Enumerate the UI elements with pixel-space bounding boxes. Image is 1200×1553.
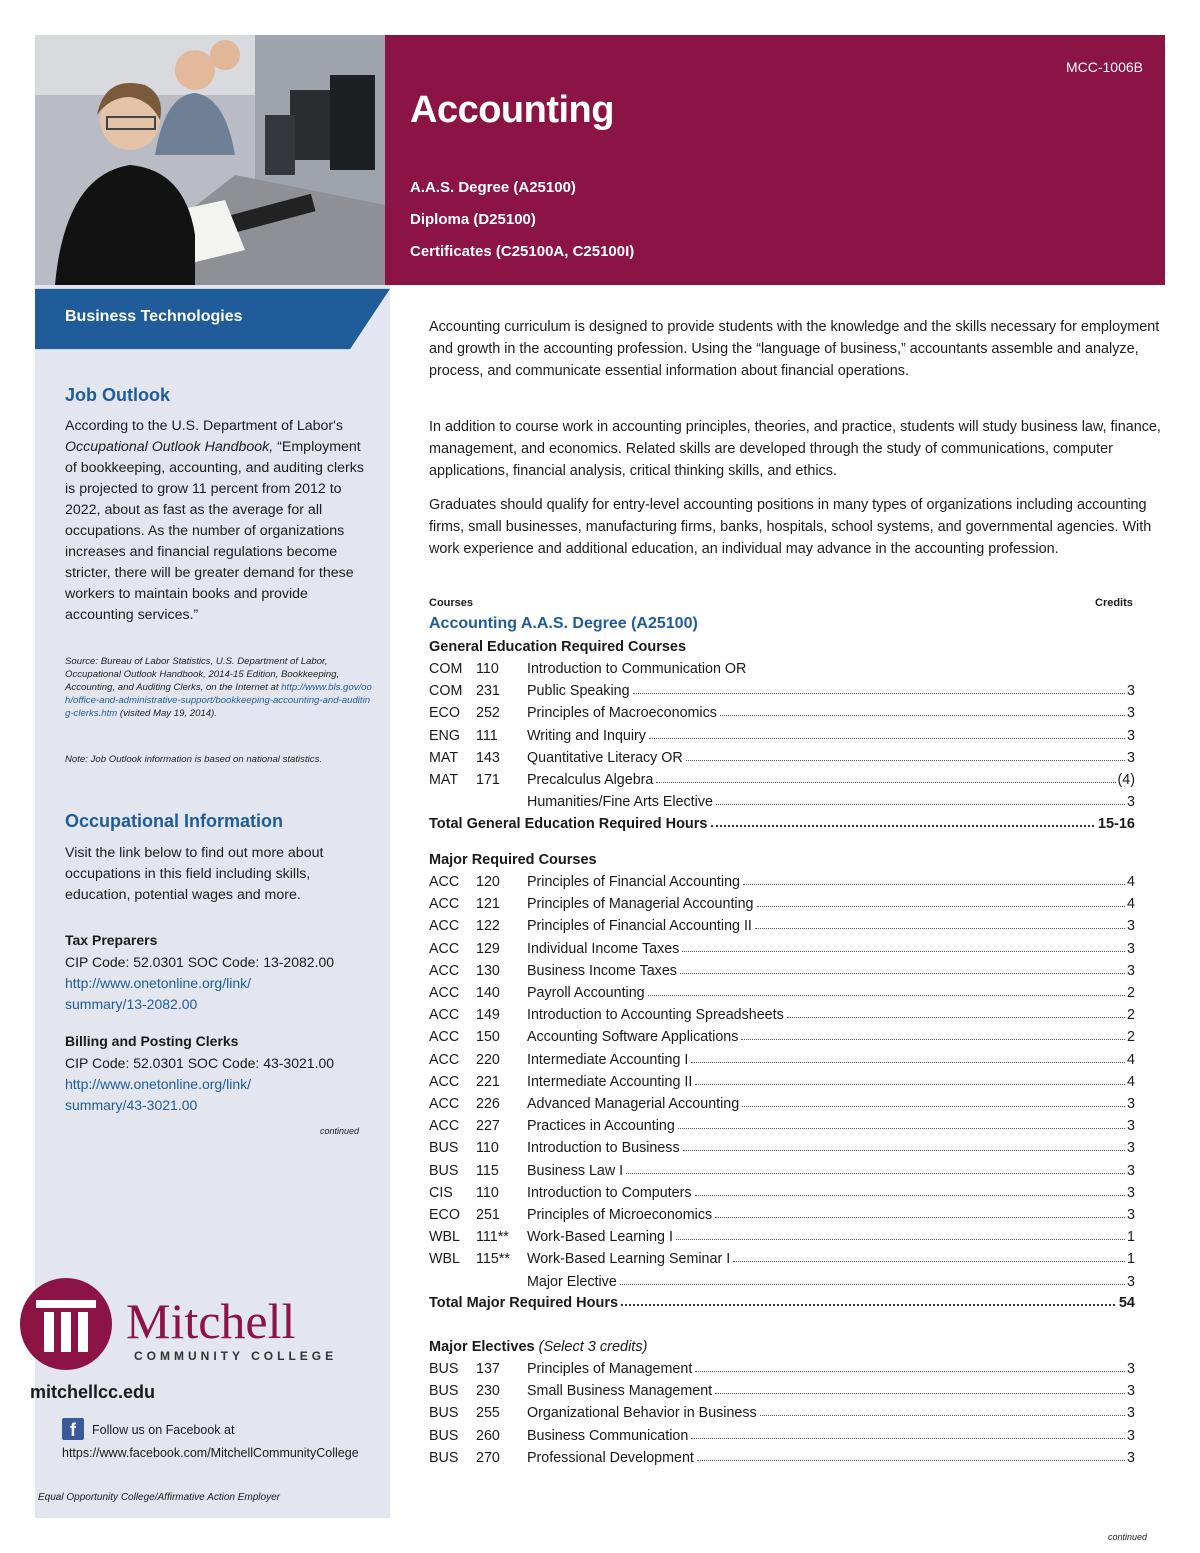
college-logo xyxy=(6,1272,351,1377)
course-prefix: BUS xyxy=(429,1449,459,1466)
course-prefix: ACC xyxy=(429,874,460,890)
job-outlook-intro: According to the U.S. Department of Labor's xyxy=(65,418,343,434)
course-prefix: COM xyxy=(429,661,463,677)
course-row xyxy=(429,1274,1135,1296)
course-row xyxy=(429,772,1135,794)
course-prefix: ECO xyxy=(429,705,460,722)
occupation-link[interactable]: http://www.onetonline.org/link/ xyxy=(65,1076,251,1092)
course-credits: 3 xyxy=(1127,1383,1135,1400)
course-title: Practices in Accounting xyxy=(527,1118,675,1135)
course-number: 110 xyxy=(476,1140,499,1157)
job-outlook-note: Note: Job Outlook information is based on national statistics. xyxy=(65,754,323,765)
course-title: Payroll Accounting xyxy=(527,985,645,1001)
course-title: Business Law I xyxy=(527,1162,624,1179)
course-number: 252 xyxy=(476,705,500,722)
course-credits: (4) xyxy=(1117,772,1135,788)
course-prefix: ACC xyxy=(429,1029,460,1046)
course-number: 120 xyxy=(476,874,500,890)
course-title: Introduction to Communication OR xyxy=(527,661,747,677)
course-credits: 3 xyxy=(1127,705,1135,722)
gen-ed-heading: General Education Required Courses xyxy=(429,639,687,655)
course-number: 171 xyxy=(476,772,500,788)
logo-wordmark: Mitchell xyxy=(126,1293,296,1349)
occupation-codes: CIP Code: 52.0301 SOC Code: 13-2082.00 xyxy=(65,954,335,970)
courses-header: Courses xyxy=(429,597,474,609)
course-title: Business Communication xyxy=(527,1427,689,1444)
course-title: Principles of Management xyxy=(527,1361,693,1377)
course-row xyxy=(429,918,1135,940)
occupation-codes: CIP Code: 52.0301 SOC Code: 43-3021.00 xyxy=(65,1055,335,1071)
course-title: Precalculus Algebra xyxy=(527,772,654,788)
course-credits: 4 xyxy=(1127,874,1135,890)
electives-title: Major Electives xyxy=(429,1339,535,1355)
course-prefix: ACC xyxy=(429,1096,460,1112)
course-prefix: ACC xyxy=(429,1073,460,1090)
course-row xyxy=(429,896,1135,918)
course-number: 122 xyxy=(476,918,500,935)
source-link[interactable]: http://www.bls.gov/ooh/office-and-administrative-support/bookkeeping-accounting-and-auditing-clerks.htm xyxy=(65,682,372,719)
course-number: 260 xyxy=(476,1427,500,1444)
course-credits: 3 xyxy=(1127,1449,1135,1466)
course-number: 111 xyxy=(476,727,498,744)
facebook-icon[interactable]: f xyxy=(62,1418,84,1440)
course-number: 227 xyxy=(476,1118,500,1135)
course-number: 255 xyxy=(476,1405,500,1422)
course-row xyxy=(429,985,1135,1007)
course-credits: 3 xyxy=(1127,1118,1135,1135)
handbook-title: Occupational Outlook Handbook, xyxy=(65,439,274,455)
course-number: 121 xyxy=(476,896,500,913)
document-id: MCC-1006B xyxy=(1065,59,1143,75)
course-credits: 1 xyxy=(1127,1251,1135,1268)
course-number: 150 xyxy=(476,1029,500,1046)
course-credits: 3 xyxy=(1127,1140,1135,1157)
course-credits: 3 xyxy=(1127,1273,1135,1290)
source-visited: (visited May 19, 2014). xyxy=(119,708,217,719)
course-number: 129 xyxy=(476,940,500,957)
course-prefix: ACC xyxy=(429,1007,460,1024)
course-prefix: WBL xyxy=(429,1229,460,1246)
course-title: Accounting Software Applications xyxy=(527,1029,739,1046)
facebook-url[interactable]: https://www.facebook.com/MitchellCommunityCollege xyxy=(62,1446,359,1460)
course-prefix: COM xyxy=(429,683,463,700)
course-number: 231 xyxy=(476,683,500,700)
course-credits: 3 xyxy=(1127,1361,1135,1377)
course-title: Individual Income Taxes xyxy=(527,940,680,957)
course-number: 111** xyxy=(476,1229,509,1246)
course-title: Work-Based Learning Seminar I xyxy=(527,1251,731,1268)
course-prefix: BUS xyxy=(429,1162,459,1179)
course-row xyxy=(429,794,1135,816)
course-credits: 3 xyxy=(1127,962,1135,979)
source-text: Source: Bureau of Labor Statistics, U.S. Department of Labor, Occupational Outlook Handbook, 2014-15 Edition, Bookkeeping, Accounting, and Auditing Clerks, on the Internet at xyxy=(65,656,340,693)
course-number: 220 xyxy=(476,1051,500,1068)
course-credits: 4 xyxy=(1127,1051,1135,1068)
course-credits: 1 xyxy=(1127,1229,1135,1246)
course-row xyxy=(429,1450,1135,1472)
course-credits: 3 xyxy=(1127,918,1135,935)
course-prefix: ACC xyxy=(429,1051,460,1068)
occupation-name: Billing and Posting Clerks xyxy=(65,1033,239,1049)
course-credits: 3 xyxy=(1127,1184,1135,1201)
course-prefix: MAT xyxy=(429,749,459,766)
electives-note: (Select 3 credits) xyxy=(538,1339,648,1355)
course-prefix: BUS xyxy=(429,1140,459,1157)
occupation-link[interactable]: summary/43-3021.00 xyxy=(65,1097,198,1113)
course-title: Introduction to Computers xyxy=(527,1184,692,1201)
course-row xyxy=(429,661,1135,683)
course-credits: 3 xyxy=(1127,1405,1135,1422)
course-title: Professional Development xyxy=(527,1449,694,1466)
course-credits: 3 xyxy=(1127,1096,1135,1112)
course-title: Intermediate Accounting I xyxy=(527,1051,689,1068)
course-prefix: ACC xyxy=(429,962,460,979)
course-credits: 2 xyxy=(1127,1029,1135,1046)
course-row xyxy=(429,1029,1135,1051)
course-prefix: ACC xyxy=(429,896,460,913)
website-link[interactable]: mitchellcc.edu xyxy=(30,1382,156,1402)
course-row xyxy=(429,1163,1135,1185)
course-row xyxy=(429,1140,1135,1162)
degree-aas: A.A.S. Degree (A25100) xyxy=(410,179,576,196)
course-row xyxy=(429,963,1135,985)
occupational-heading: Occupational Information xyxy=(65,811,284,831)
course-number: 110 xyxy=(476,1184,499,1201)
course-row xyxy=(429,1229,1135,1251)
course-title: Writing and Inquiry xyxy=(527,727,646,744)
course-prefix: BUS xyxy=(429,1405,459,1422)
degree-certificates: Certificates (C25100A, C25100I) xyxy=(410,243,635,260)
course-title: Principles of Microeconomics xyxy=(527,1207,713,1223)
course-credits: 3 xyxy=(1127,727,1135,744)
course-row xyxy=(429,1405,1135,1427)
course-row xyxy=(429,728,1135,750)
course-credits: 2 xyxy=(1127,1007,1135,1024)
course-prefix: ACC xyxy=(429,985,460,1001)
course-title: Principles of Financial Accounting xyxy=(527,874,740,890)
course-number: 130 xyxy=(476,962,500,979)
total-value: 15-16 xyxy=(1097,816,1135,832)
course-number: 115 xyxy=(476,1162,499,1179)
occupation-link[interactable]: summary/13-2082.00 xyxy=(65,996,198,1012)
course-row xyxy=(429,1118,1135,1140)
eoe-statement: Equal Opportunity College/Affirmative Action Employer xyxy=(38,1492,280,1503)
course-row xyxy=(429,1074,1135,1096)
course-row xyxy=(429,1383,1135,1405)
course-prefix: ACC xyxy=(429,918,460,935)
job-outlook-source xyxy=(65,655,375,720)
course-prefix: BUS xyxy=(429,1361,459,1377)
total-label: Total Major Required Hours xyxy=(429,1295,619,1311)
course-title: Major Elective xyxy=(527,1273,617,1290)
course-number: 230 xyxy=(476,1383,500,1400)
course-prefix: BUS xyxy=(429,1427,459,1444)
course-prefix: ECO xyxy=(429,1207,460,1223)
intro-paragraph: In addition to course work in accounting principles, theories, and practice, students will study business law, finance, management, and economics. Related skills are developed through the study of communications, computer applications, financial analysis, critical thinking skills, and ethics. xyxy=(429,419,1161,479)
page-title: Accounting xyxy=(410,89,614,131)
major-heading: Major Required Courses xyxy=(429,852,597,868)
course-number: 221 xyxy=(476,1073,500,1090)
total-label: Total General Education Required Hours xyxy=(429,816,708,832)
course-credits: 3 xyxy=(1127,940,1135,957)
course-number: 110 xyxy=(476,661,499,677)
course-credits: 3 xyxy=(1127,1207,1135,1223)
header-photo xyxy=(35,35,385,285)
course-title: Work-Based Learning I xyxy=(527,1229,673,1246)
course-credits: 2 xyxy=(1127,985,1135,1001)
course-title: Business Income Taxes xyxy=(527,962,677,979)
course-title: Advanced Managerial Accounting xyxy=(527,1096,740,1112)
total-value: 54 xyxy=(1118,1295,1135,1311)
course-number: 140 xyxy=(476,985,500,1001)
course-title: Organizational Behavior in Business xyxy=(527,1405,757,1422)
intro-paragraph: Graduates should qualify for entry-level accounting positions in many types of organizations including accounting firms, small businesses, manufacturing firms, banks, hospitals, school systems, and governmental agencies. With work experience and additional education, an individual may advance in the accounting profession. xyxy=(429,497,1152,557)
course-number: 143 xyxy=(476,749,500,766)
course-number: 226 xyxy=(476,1096,500,1112)
intro-paragraph: Accounting curriculum is designed to provide students with the knowledge and the skills necessary for employment and growth in the accounting profession. Using the “language of business,” accountants assemble and analyze, process, and communicate essential information about financial operations. xyxy=(429,319,1160,379)
course-credits: 4 xyxy=(1127,896,1135,913)
occupational-text: Visit the link below to find out more about occupations in this field including skills, education, potential wages and more. xyxy=(65,845,324,903)
continued-note: continued xyxy=(320,1126,360,1136)
course-prefix: ENG xyxy=(429,727,460,744)
course-row xyxy=(429,1361,1135,1383)
course-row xyxy=(429,1007,1135,1029)
course-credits: 4 xyxy=(1127,1073,1135,1090)
continued-note: continued xyxy=(1108,1532,1148,1542)
job-outlook-text xyxy=(65,416,375,626)
course-row xyxy=(429,1185,1135,1207)
course-row xyxy=(429,705,1135,727)
course-row xyxy=(429,1096,1135,1118)
course-title: Introduction to Business xyxy=(527,1140,680,1157)
course-row xyxy=(429,941,1135,963)
major-total xyxy=(429,1295,1135,1311)
course-credits: 3 xyxy=(1127,794,1135,811)
course-number: 270 xyxy=(476,1449,500,1466)
gen-ed-total xyxy=(429,816,1135,832)
occupation-link[interactable]: http://www.onetonline.org/link/ xyxy=(65,975,251,991)
course-number: 149 xyxy=(476,1007,500,1024)
course-row xyxy=(429,1428,1135,1450)
course-row xyxy=(429,750,1135,772)
course-title: Intermediate Accounting II xyxy=(527,1073,693,1090)
occupation-name: Tax Preparers xyxy=(65,932,158,948)
program-title: Accounting A.A.S. Degree (A25100) xyxy=(429,615,698,632)
course-row xyxy=(429,874,1135,896)
course-prefix: WBL xyxy=(429,1251,460,1268)
course-credits: 3 xyxy=(1127,749,1135,766)
course-title: Introduction to Accounting Spreadsheets xyxy=(527,1007,784,1024)
course-prefix: ACC xyxy=(429,1118,460,1135)
course-title: Principles of Managerial Accounting xyxy=(527,896,754,913)
course-credits: 3 xyxy=(1127,1427,1135,1444)
course-title: Principles of Macroeconomics xyxy=(527,705,717,722)
course-prefix: BUS xyxy=(429,1383,459,1400)
title-banner xyxy=(385,35,1165,285)
department-label: Business Technologies xyxy=(65,308,243,325)
course-row xyxy=(429,1251,1135,1273)
course-prefix: CIS xyxy=(429,1184,453,1201)
course-credits: 3 xyxy=(1127,683,1135,700)
course-title: Public Speaking xyxy=(527,683,630,700)
job-outlook-quote: “Employment of bookkeeping, accounting, and auditing clerks is projected to grow 11 percent from 2012 to 2022, about as fast as the average for all occupations. As the number of organizations increases and financial regulations become stricter, there will be greater demand for these workers to maintain books and provide accounting services.” xyxy=(65,439,364,623)
course-number: 251 xyxy=(476,1207,500,1223)
course-number: 137 xyxy=(476,1361,500,1377)
course-credits: 3 xyxy=(1127,1162,1135,1179)
course-title: Principles of Financial Accounting II xyxy=(527,918,752,935)
course-title: Quantitative Literacy OR xyxy=(527,749,683,766)
course-number: 115** xyxy=(476,1251,510,1268)
facebook-text: Follow us on Facebook at xyxy=(92,1423,235,1437)
degree-diploma: Diploma (D25100) xyxy=(410,211,536,228)
course-row xyxy=(429,1052,1135,1074)
course-row xyxy=(429,683,1135,705)
course-title: Humanities/Fine Arts Elective xyxy=(527,794,713,811)
job-outlook-heading: Job Outlook xyxy=(65,385,170,405)
course-title: Small Business Management xyxy=(527,1383,713,1400)
credits-header: Credits xyxy=(1095,597,1133,609)
course-row xyxy=(429,1207,1135,1229)
course-prefix: MAT xyxy=(429,772,459,788)
logo-subtitle: COMMUNITY COLLEGE xyxy=(134,1349,338,1363)
electives-heading xyxy=(429,1339,647,1355)
course-prefix: ACC xyxy=(429,940,460,957)
